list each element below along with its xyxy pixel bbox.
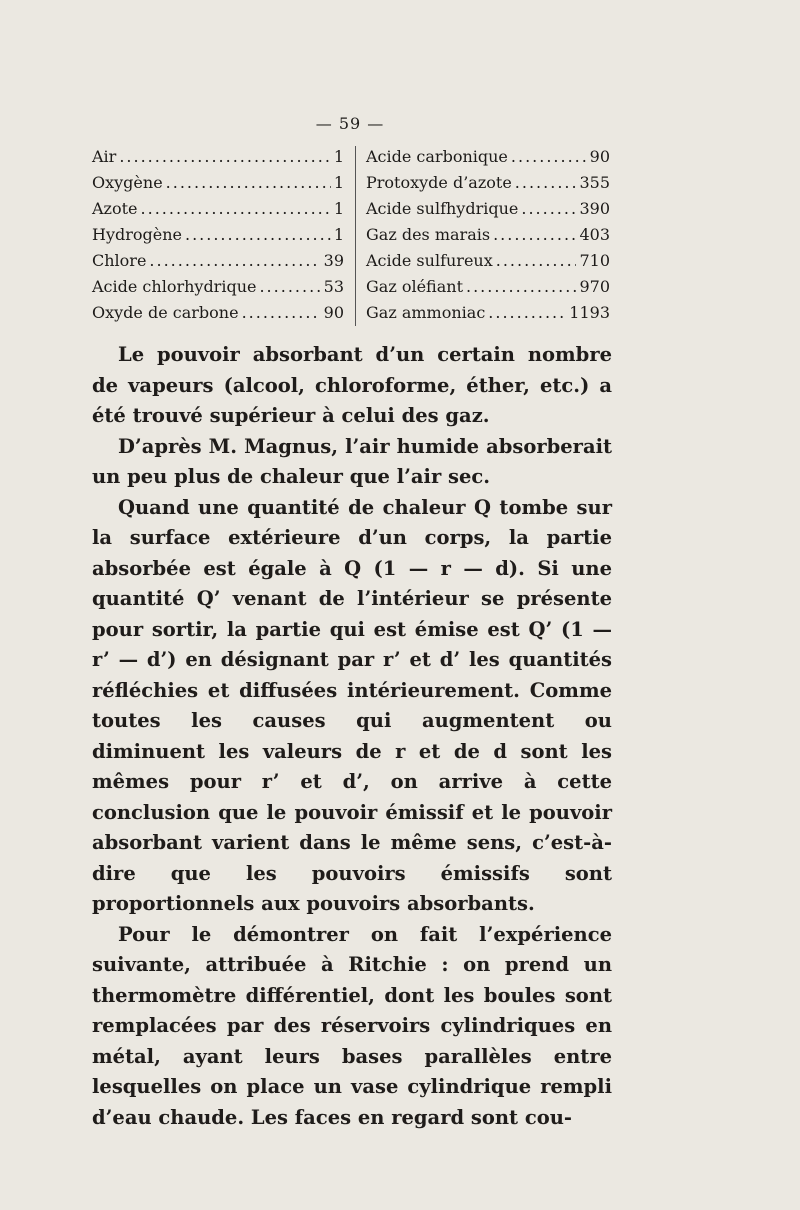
- gas-name: Gaz des marais: [366, 225, 491, 244]
- gas-value: 970: [579, 277, 610, 296]
- gas-name: Oxyde de carbone: [92, 303, 239, 322]
- body-text: [92, 340, 612, 1133]
- table-row: [92, 248, 344, 274]
- gas-value: 355: [579, 173, 610, 192]
- leader-dots: [149, 248, 320, 274]
- table-row: [366, 248, 610, 274]
- gas-name: Chlore: [92, 251, 147, 270]
- gas-name: Acide carbonique: [366, 147, 508, 166]
- gas-value: 39: [323, 251, 344, 270]
- leader-dots: [242, 300, 321, 326]
- table-left-column: [92, 144, 344, 326]
- leader-dots: [185, 222, 331, 248]
- gas-name: Acide chlorhydrique: [92, 277, 257, 296]
- page-number: — 59 —: [315, 114, 385, 133]
- gas-value: 710: [579, 251, 610, 270]
- gas-name: Gaz oléfiant: [366, 277, 463, 296]
- table-row: [366, 144, 610, 170]
- gas-value: 90: [589, 147, 610, 166]
- gas-value: 403: [579, 225, 610, 244]
- table-row: [366, 196, 610, 222]
- paragraph: D’après M. Magnus, l’air humide absorberait un peu plus de chaleur que l’air sec.: [92, 434, 612, 488]
- leader-dots: [259, 274, 320, 300]
- table-row: [92, 274, 344, 300]
- gas-name: Hydrogène: [92, 225, 182, 244]
- leader-dots: [141, 196, 331, 222]
- gas-value: 90: [323, 303, 344, 322]
- gas-value: 1: [333, 173, 344, 192]
- leader-dots: [496, 248, 577, 274]
- paragraph: Quand une quantité de chaleur Q tombe sur la surface extérieure d’un corps, la partie absorbée est égale à Q (1 — r — d). Si une quantité Q’ venant de l’intérieur se présente pour sortir, la partie qui est émise est Q’ (1 — r’ — d’) en désignant par r’ et d’ les quantités réfléchies et diffusées intérieurement. Comme toutes les causes qui augmentent ou diminuent les valeurs de r et de d sont les mêmes pour r’ et d’, on arrive à cette conclusion que le pouvoir émissif et le pouvoir absorbant varient dans le même sens, c’est-à-dire que les pouvoirs émissifs sont proportionnels aux pouvoirs absorbants.: [92, 495, 612, 915]
- gas-value: 53: [323, 277, 344, 296]
- leader-dots: [511, 144, 587, 170]
- gas-value: 1: [333, 199, 344, 218]
- table-row: [366, 274, 610, 300]
- leader-dots: [515, 170, 577, 196]
- column-divider: [355, 146, 356, 326]
- table-row: [366, 222, 610, 248]
- gas-value: 1193: [569, 303, 610, 322]
- gas-name: Azote: [92, 199, 138, 218]
- table-right-column: [366, 144, 610, 326]
- table-row: [92, 196, 344, 222]
- gas-name: Protoxyde d’azote: [366, 173, 512, 192]
- table-row: [92, 222, 344, 248]
- gas-value: 1: [333, 225, 344, 244]
- leader-dots: [166, 170, 331, 196]
- table-row: [92, 300, 344, 326]
- table-row: [366, 170, 610, 196]
- gas-name: Gaz ammoniac: [366, 303, 486, 322]
- paragraph: Le pouvoir absorbant d’un certain nombre de vapeurs (alcool, chloroforme, éther, etc.) a été trouvé supérieur à celui des gaz.: [92, 343, 612, 427]
- table-row: [92, 170, 344, 196]
- gas-name: Oxygène: [92, 173, 163, 192]
- leader-dots: [466, 274, 576, 300]
- gas-value: 390: [579, 199, 610, 218]
- gas-name: Acide sulfureux: [366, 251, 493, 270]
- table-row: [366, 300, 610, 326]
- leader-dots: [521, 196, 576, 222]
- paragraph: Pour le démontrer on fait l’expérience suivante, attribuée à Ritchie : on prend un thermomètre différentiel, dont les boules sont remplacées par des réservoirs cylindriques en métal, ayant leurs bases parallèles entre lesquelles on place un vase cylindrique rempli d’eau chaude. Les faces en regard sont cou-: [92, 922, 612, 1129]
- table-row: [92, 144, 344, 170]
- gas-value: 1: [333, 147, 344, 166]
- gas-name: Acide sulfhydrique: [366, 199, 519, 218]
- leader-dots: [493, 222, 576, 248]
- leader-dots: [488, 300, 566, 326]
- gas-name: Air: [92, 147, 117, 166]
- leader-dots: [119, 144, 330, 170]
